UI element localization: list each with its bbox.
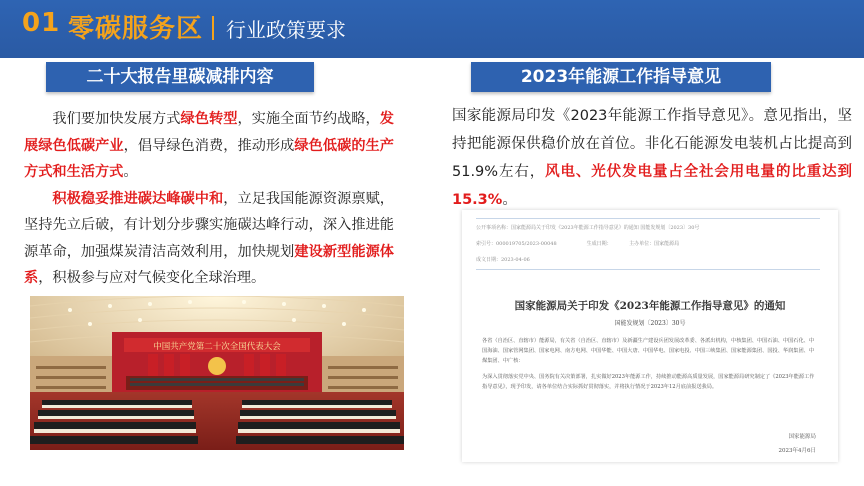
photo-banner-text: 中国共产党第二十次全国代表大会 xyxy=(153,342,281,352)
document-signature: 国家能源局 xyxy=(788,434,816,440)
document-paragraph: 各省（自治区、直辖市）能源局，有关省（自治区、直辖市）及新疆生产建设兵团发展改革委、各派出机构，中核集团、中国石油、中国石化、中国海油、国家管网集团、国家电网、南方电网、中国华能、中国大唐、中国华电、国家电投、中国三峡集团、国家能源集团、国投、华润集团、中煤集团、中广核： xyxy=(482,338,815,364)
section-number: 01 xyxy=(22,8,61,38)
notice-document-image xyxy=(462,210,838,462)
document-code: 国能发规划〔2023〕30号 xyxy=(614,320,686,327)
document-paragraph: 为深入贯彻落实党中央、国务院有关决策部署，扎实做好2023年能源工作，持续推动能源高质量发展，国家能源局研究制定了《2023年能源工作指导意见》，现予印发，请各单位结合实际抓好贯彻落实，并将执行情况于2023年12月底前报送我局。 xyxy=(482,374,815,390)
left-paragraph-1: 我们要加快发展方式绿色转型，实施全面节约战略，发展绿色低碳产业，倡导绿色消费，推动形成绿色低碳的生产方式和生活方式。 xyxy=(24,111,394,180)
document-meta-row: 成文日期：2023-04-06 xyxy=(476,257,530,263)
document-meta-row: 公开事项名称：国家能源局关于印发《2023年能源工作指导意见》的通知 国能发规划〔2023〕30号 xyxy=(476,225,700,231)
congress-photo xyxy=(30,296,404,450)
document-body xyxy=(482,336,818,398)
right-heading: 2023年能源工作指导意见 xyxy=(471,62,771,92)
right-paragraph: 国家能源局印发《2023年能源工作指导意见》。意见指出，坚持把能源保供稳价放在首位。非化石能源发电装机占比提高到51.9%左右，风电、光伏发电量占全社会用电量的比重达到15.3%。 xyxy=(452,108,852,208)
title-divider xyxy=(212,16,214,40)
left-text xyxy=(24,106,394,292)
document-date: 2023年4月6日 xyxy=(778,448,816,454)
section-title: 零碳服务区 xyxy=(68,14,204,44)
header-bar xyxy=(0,0,864,58)
document-title: 国家能源局关于印发《2023年能源工作指导意见》的通知 xyxy=(514,300,786,312)
left-heading: 二十大报告里碳减排内容 xyxy=(46,62,314,92)
section-subtitle: 行业政策要求 xyxy=(226,18,346,42)
left-paragraph-2: 积极稳妥推进碳达峰碳中和，立足我国能源资源禀赋，坚持先立后破，有计划分步骤实施碳达峰行动，深入推进能源革命，加强煤炭清洁高效利用，加快规划建设新型能源体系，积极参与应对气候变化全球治理。 xyxy=(24,190,394,286)
document-meta-row: 索引号：000019705/2023-00048 生成日期： 主办单位：国家能源局 xyxy=(476,241,680,247)
right-text xyxy=(452,102,852,214)
